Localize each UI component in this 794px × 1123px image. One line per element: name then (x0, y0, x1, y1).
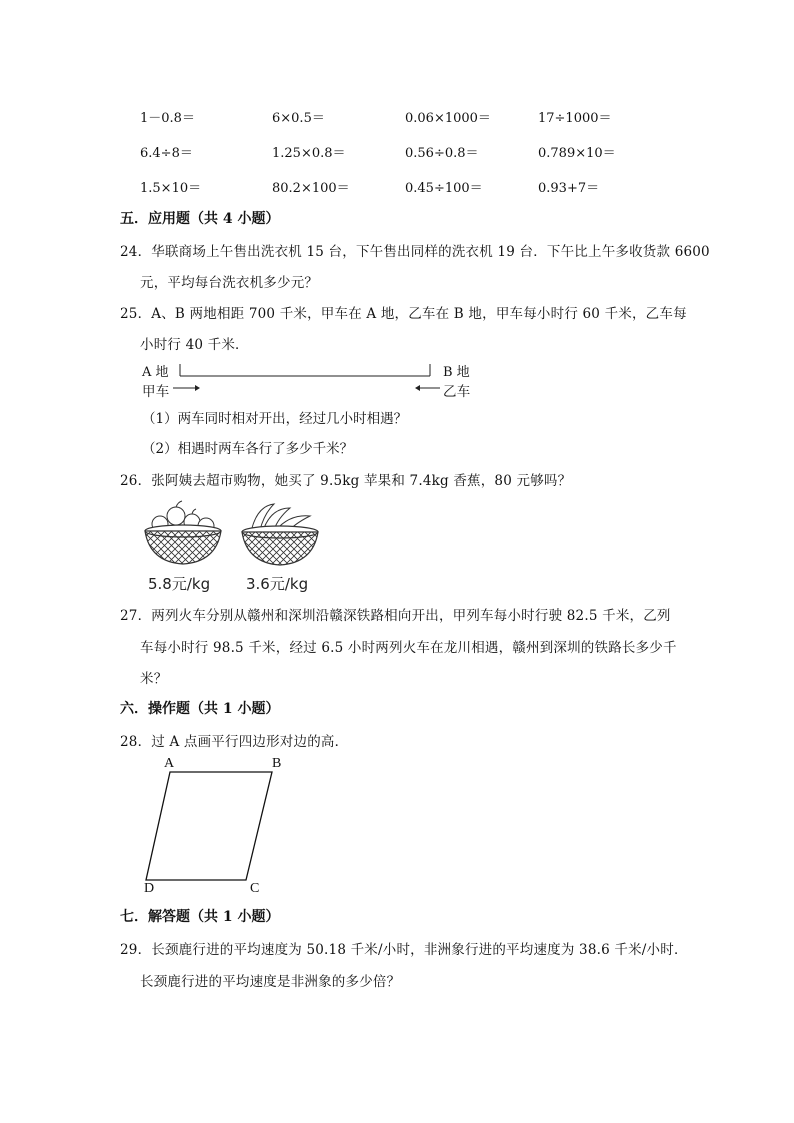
calc-item: 0.45÷100＝ (405, 181, 483, 196)
calc-item: 0.56÷0.8＝ (405, 146, 479, 161)
calc-item: 0.789×10＝ (538, 146, 616, 161)
question-25-sub1: （1）两车同时相对开出，经过几小时相遇？ (142, 411, 408, 427)
calc-item: 1.25×0.8＝ (272, 146, 346, 161)
b-place-label: B 地 (443, 365, 470, 380)
apple-basket-icon (145, 501, 221, 564)
banana-basket-icon (242, 504, 318, 565)
calc-item: 1.5×10＝ (140, 181, 202, 196)
section-title-7: 七．解答题（共 1 小题） (120, 909, 280, 925)
section-title-6: 六．操作题（共 1 小题） (120, 701, 280, 717)
question-28-line1: 28．过 A 点画平行四边形对边的高． (120, 734, 349, 750)
vertex-d-label: D (144, 881, 155, 896)
question-26-line1: 26．张阿姨去超市购物，她买了 9.5kg 苹果和 7.4kg 香蕉，80 元够吗？ (120, 473, 572, 489)
question-27-line2: 车每小时行 98.5 千米，经过 6.5 小时两列火车在龙川相遇，赣州到深圳的铁路长多少千 (140, 640, 677, 656)
question-29-line2: 长颈鹿行进的平均速度是非洲象的多少倍？ (140, 974, 401, 990)
calc-item: 6×0.5＝ (272, 111, 325, 126)
distance-line (170, 362, 440, 402)
car-a-label: 甲车 (142, 384, 170, 400)
calc-item: 6.4÷8＝ (140, 146, 193, 161)
vertex-b-label: B (272, 756, 282, 771)
question-25-line2: 小时行 40 千米． (140, 337, 249, 353)
vertex-a-label: A (164, 756, 175, 771)
question-27-line3: 米？ (140, 671, 168, 687)
calc-item: 17÷1000＝ (538, 111, 612, 126)
calc-item: 0.06×1000＝ (405, 111, 491, 126)
apple-price-label: 5.8元/kg (148, 575, 211, 593)
question-25-line1: 25．A、B 两地相距 700 千米，甲车在 A 地，乙车在 B 地，甲车每小时行 60 千米，乙车每 (120, 306, 687, 322)
banana-price-label: 3.6元/kg (246, 575, 309, 593)
calc-item: 80.2×100＝ (272, 181, 350, 196)
question-24-line1: 24．华联商场上午售出洗衣机 15 台，下午售出同样的洗衣机 19 台．下午比上午多收货款 6600 (120, 244, 710, 260)
calc-item: 0.93+7＝ (538, 181, 600, 196)
vertex-c-label: C (250, 881, 260, 896)
a-place-label: A 地 (142, 365, 169, 380)
question-24-line2: 元，平均每台洗衣机多少元？ (140, 275, 319, 291)
car-b-label: 乙车 (443, 384, 471, 400)
parallelogram-figure (140, 768, 280, 888)
question-29-line1: 29．长颈鹿行进的平均速度为 50.18 千米/小时，非洲象行进的平均速度为 38.6 千米/小时． (120, 942, 688, 958)
question-27-line1: 27．两列火车分别从赣州和深圳沿赣深铁路相向开出，甲列车每小时行驶 82.5 千米，乙列 (120, 608, 671, 624)
calc-item: 1－0.8＝ (140, 111, 195, 126)
fruit-baskets-illustration (140, 500, 320, 572)
question-25-sub2: （2）相遇时两车各行了多少千米？ (142, 441, 354, 457)
section-title-5: 五．应用题（共 4 小题） (120, 211, 280, 227)
